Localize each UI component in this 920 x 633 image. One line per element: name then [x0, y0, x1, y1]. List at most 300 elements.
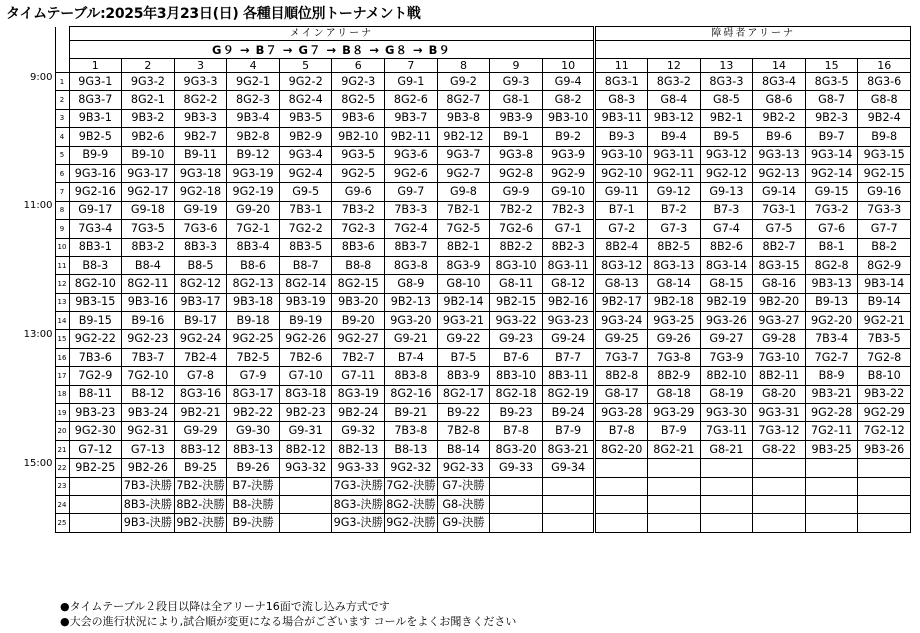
- match-cell: 8B3-2: [122, 238, 175, 256]
- match-cell: 9G3-6: [385, 146, 438, 164]
- match-cell: B8-7: [279, 256, 332, 274]
- court-number: 3: [174, 59, 227, 73]
- match-cell: 9G2-5: [332, 164, 385, 182]
- timetable-body: [12, 73, 911, 533]
- match-cell: 9G3-31: [753, 404, 806, 422]
- match-cell: 9B3-10: [542, 109, 595, 127]
- time-label: 13:00: [12, 330, 55, 348]
- table-row: [12, 238, 911, 256]
- match-cell: 7G2-4: [385, 220, 438, 238]
- match-cell: G8-16: [753, 275, 806, 293]
- match-cell: [279, 495, 332, 513]
- match-cell: 9G3-22: [490, 312, 543, 330]
- match-cell: 8B3-7: [385, 238, 438, 256]
- match-cell: 9G2-2: [279, 73, 332, 91]
- match-cell: 9G3-23: [542, 312, 595, 330]
- match-cell: 9G3-18: [174, 164, 227, 182]
- match-cell: [595, 495, 648, 513]
- match-cell: 9G2-4: [279, 164, 332, 182]
- match-cell: 8G2-17: [437, 385, 490, 403]
- match-cell: 8B2-決勝: [174, 495, 227, 513]
- match-cell: 8G3-14: [700, 256, 753, 274]
- match-cell: 8G2-19: [542, 385, 595, 403]
- match-cell: 8B3-4: [227, 238, 280, 256]
- slot-number: 6: [55, 164, 69, 182]
- match-cell: [648, 514, 701, 532]
- match-cell: 9B3-11: [595, 109, 648, 127]
- match-cell: 9B3-26: [858, 440, 911, 458]
- match-cell: 7B2-1: [437, 201, 490, 219]
- match-cell: 9G3-21: [437, 312, 490, 330]
- match-cell: 9G3-19: [227, 164, 280, 182]
- match-cell: 9B3-13: [805, 275, 858, 293]
- table-row: [12, 146, 911, 164]
- match-cell: 8B3-12: [174, 440, 227, 458]
- match-cell: 8G3-3: [700, 73, 753, 91]
- match-cell: [858, 459, 911, 477]
- match-cell: G8-5: [700, 91, 753, 109]
- match-cell: 7B2-4: [174, 348, 227, 366]
- match-cell: B8-9: [805, 367, 858, 385]
- slot-number: 22: [55, 459, 69, 477]
- match-cell: G9-7: [385, 183, 438, 201]
- match-cell: G9-8: [437, 183, 490, 201]
- match-cell: G7-8: [174, 367, 227, 385]
- match-cell: G8-12: [542, 275, 595, 293]
- court-number-row: [12, 59, 911, 73]
- match-cell: 9B3-23: [69, 404, 122, 422]
- match-cell: G9-19: [174, 201, 227, 219]
- match-cell: G8-20: [753, 385, 806, 403]
- match-cell: 8G3-4: [753, 73, 806, 91]
- match-cell: G8-3: [595, 91, 648, 109]
- slot-number: 15: [55, 330, 69, 348]
- match-cell: G9-30: [227, 422, 280, 440]
- match-cell: 9B3-1: [69, 109, 122, 127]
- match-cell: B7-2: [648, 201, 701, 219]
- slot-number: 25: [55, 514, 69, 532]
- match-cell: 9G3-27: [753, 312, 806, 330]
- table-row: [12, 73, 911, 91]
- table-row: [12, 312, 911, 330]
- match-cell: 9B3-5: [279, 109, 332, 127]
- match-cell: G8-8: [858, 91, 911, 109]
- time-label: [12, 404, 55, 422]
- match-cell: 9G2-27: [332, 330, 385, 348]
- match-cell: 8G3-2: [648, 73, 701, 91]
- match-cell: 7G3-11: [700, 422, 753, 440]
- match-cell: 9G3-9: [542, 146, 595, 164]
- match-cell: 7G3-7: [595, 348, 648, 366]
- match-cell: B9-25: [174, 459, 227, 477]
- table-row: [12, 495, 911, 513]
- time-label: [12, 495, 55, 513]
- court-number: 7: [385, 59, 438, 73]
- match-cell: 9G2-28: [805, 404, 858, 422]
- match-cell: G9-16: [858, 183, 911, 201]
- match-cell: 9B2-11: [385, 128, 438, 146]
- match-cell: 9G3-10: [595, 146, 648, 164]
- match-cell: G8-17: [595, 385, 648, 403]
- match-cell: 9B2-15: [490, 293, 543, 311]
- match-cell: 7G2-7: [805, 348, 858, 366]
- match-cell: 9G2-11: [648, 164, 701, 182]
- match-cell: [542, 514, 595, 532]
- match-cell: G8-7: [805, 91, 858, 109]
- match-cell: 8B3-11: [542, 367, 595, 385]
- match-cell: 9B2-13: [385, 293, 438, 311]
- match-cell: 7B3-5: [858, 330, 911, 348]
- match-cell: B9-18: [227, 312, 280, 330]
- match-cell: 7B3-7: [122, 348, 175, 366]
- match-cell: [858, 477, 911, 495]
- match-cell: B9-16: [122, 312, 175, 330]
- match-cell: G7-12: [69, 440, 122, 458]
- match-cell: 9G2-12: [700, 164, 753, 182]
- match-cell: G9-3: [490, 73, 543, 91]
- match-cell: 8B2-6: [700, 238, 753, 256]
- time-label: 15:00: [12, 459, 55, 477]
- match-cell: B7-8: [490, 422, 543, 440]
- slot-number: 21: [55, 440, 69, 458]
- match-cell: 8B2-11: [753, 367, 806, 385]
- slot-number: 18: [55, 385, 69, 403]
- match-cell: G9-1: [385, 73, 438, 91]
- match-cell: 8B2-10: [700, 367, 753, 385]
- table-row: [12, 220, 911, 238]
- match-cell: B8-13: [385, 440, 438, 458]
- slot-number: 3: [55, 109, 69, 127]
- match-cell: G7-1: [542, 220, 595, 238]
- match-cell: 7G2-11: [805, 422, 858, 440]
- match-cell: G7-11: [332, 367, 385, 385]
- match-cell: 9B3-9: [490, 109, 543, 127]
- time-label: [12, 146, 55, 164]
- slot-number: 8: [55, 201, 69, 219]
- match-cell: 7B3-決勝: [122, 477, 175, 495]
- match-cell: 7G2-8: [858, 348, 911, 366]
- match-cell: 9G2-18: [174, 183, 227, 201]
- match-cell: 7G2-決勝: [385, 477, 438, 495]
- match-cell: B8-10: [858, 367, 911, 385]
- match-cell: 7G2-12: [858, 422, 911, 440]
- match-cell: 8G2-7: [437, 91, 490, 109]
- slot-number: 13: [55, 293, 69, 311]
- match-cell: G9-33: [490, 459, 543, 477]
- match-cell: 9G3-33: [332, 459, 385, 477]
- match-cell: 7G3-9: [700, 348, 753, 366]
- match-cell: 9G3-1: [69, 73, 122, 91]
- match-cell: G9-11: [595, 183, 648, 201]
- time-label: [12, 312, 55, 330]
- match-cell: 9G2-15: [858, 164, 911, 182]
- slot-number: 5: [55, 146, 69, 164]
- match-cell: G9-27: [700, 330, 753, 348]
- match-cell: G7-9: [227, 367, 280, 385]
- match-cell: 7G2-9: [69, 367, 122, 385]
- match-cell: 7B2-8: [437, 422, 490, 440]
- match-cell: 9B3-7: [385, 109, 438, 127]
- match-cell: 9B3-20: [332, 293, 385, 311]
- match-cell: 8G3-12: [595, 256, 648, 274]
- time-label: [12, 183, 55, 201]
- match-cell: 7B2-決勝: [174, 477, 227, 495]
- match-cell: G8-21: [700, 440, 753, 458]
- match-cell: 8B2-4: [595, 238, 648, 256]
- match-cell: G9-28: [753, 330, 806, 348]
- match-cell: 7B3-6: [69, 348, 122, 366]
- match-cell: 9G2-19: [227, 183, 280, 201]
- match-cell: [595, 459, 648, 477]
- match-cell: 8G2-10: [69, 275, 122, 293]
- match-cell: 9B2-26: [122, 459, 175, 477]
- match-cell: 9G3-2: [122, 73, 175, 91]
- match-cell: B9-10: [122, 146, 175, 164]
- match-cell: G9-13: [700, 183, 753, 201]
- match-cell: 8G2-5: [332, 91, 385, 109]
- match-cell: 9G3-25: [648, 312, 701, 330]
- match-cell: G9-31: [279, 422, 332, 440]
- match-cell: 9B2-24: [332, 404, 385, 422]
- time-label: [12, 275, 55, 293]
- match-cell: B9-15: [69, 312, 122, 330]
- match-cell: 7G2-3: [332, 220, 385, 238]
- match-cell: 9B3-15: [69, 293, 122, 311]
- match-cell: B9-7: [805, 128, 858, 146]
- match-cell: 8G3-13: [648, 256, 701, 274]
- slot-number: 20: [55, 422, 69, 440]
- slot-number: 19: [55, 404, 69, 422]
- match-cell: 9B2-20: [753, 293, 806, 311]
- match-cell: 8B2-8: [595, 367, 648, 385]
- match-cell: G7-7: [858, 220, 911, 238]
- match-cell: G9-決勝: [437, 514, 490, 532]
- match-cell: B9-11: [174, 146, 227, 164]
- match-cell: G9-34: [542, 459, 595, 477]
- match-cell: B9-5: [700, 128, 753, 146]
- court-number: 8: [437, 59, 490, 73]
- match-cell: 9G2-26: [279, 330, 332, 348]
- match-cell: 8G2-2: [174, 91, 227, 109]
- match-cell: 7B3-8: [385, 422, 438, 440]
- match-cell: 7G3-3: [858, 201, 911, 219]
- match-cell: [700, 495, 753, 513]
- match-cell: 8B2-9: [648, 367, 701, 385]
- time-label: [12, 348, 55, 366]
- match-cell: 8G3-7: [69, 91, 122, 109]
- match-cell: [69, 495, 122, 513]
- match-cell: 8G3-21: [542, 440, 595, 458]
- match-cell: B9-6: [753, 128, 806, 146]
- match-cell: G9-15: [805, 183, 858, 201]
- match-cell: B9-決勝: [227, 514, 280, 532]
- match-cell: B8-決勝: [227, 495, 280, 513]
- match-cell: 8G3-5: [805, 73, 858, 91]
- match-cell: 8B3-3: [174, 238, 227, 256]
- match-cell: 9B3-21: [805, 385, 858, 403]
- match-cell: 9G2-31: [122, 422, 175, 440]
- match-cell: 7G3-2: [805, 201, 858, 219]
- match-cell: 8G3-11: [542, 256, 595, 274]
- match-cell: 9G2-30: [69, 422, 122, 440]
- match-cell: G9-4: [542, 73, 595, 91]
- match-cell: 9B2-12: [437, 128, 490, 146]
- match-cell: 9B3-17: [174, 293, 227, 311]
- match-cell: 8G2-14: [279, 275, 332, 293]
- match-cell: B7-7: [542, 348, 595, 366]
- time-label: 9:00: [12, 73, 55, 91]
- slot-number: 16: [55, 348, 69, 366]
- match-cell: 8G3-決勝: [332, 495, 385, 513]
- slot-number: 10: [55, 238, 69, 256]
- match-cell: 9G2-8: [490, 164, 543, 182]
- time-label: [12, 109, 55, 127]
- time-label: [12, 293, 55, 311]
- match-cell: 7B3-4: [805, 330, 858, 348]
- match-cell: B7-9: [542, 422, 595, 440]
- match-cell: 9G3-29: [648, 404, 701, 422]
- match-cell: 9B2-2: [753, 109, 806, 127]
- match-cell: 9G2-32: [385, 459, 438, 477]
- match-cell: 9G2-29: [858, 404, 911, 422]
- slot-number: 7: [55, 183, 69, 201]
- match-cell: G9-20: [227, 201, 280, 219]
- slot-number: 17: [55, 367, 69, 385]
- match-cell: 9G2-14: [805, 164, 858, 182]
- match-cell: B8-2: [858, 238, 911, 256]
- match-cell: G8-22: [753, 440, 806, 458]
- match-cell: [700, 514, 753, 532]
- match-cell: 8G3-9: [437, 256, 490, 274]
- match-cell: B7-4: [385, 348, 438, 366]
- match-cell: 9B2-10: [332, 128, 385, 146]
- match-cell: G8-18: [648, 385, 701, 403]
- match-cell: 9G2-22: [69, 330, 122, 348]
- match-cell: [490, 495, 543, 513]
- slot-number: 11: [55, 256, 69, 274]
- match-cell: [595, 514, 648, 532]
- match-cell: 8G3-19: [332, 385, 385, 403]
- match-cell: B7-5: [437, 348, 490, 366]
- match-cell: 8B2-12: [279, 440, 332, 458]
- table-row: [12, 348, 911, 366]
- table-row: [12, 367, 911, 385]
- match-cell: [279, 477, 332, 495]
- slot-number: 23: [55, 477, 69, 495]
- match-cell: B9-17: [174, 312, 227, 330]
- match-cell: 9G2-3: [332, 73, 385, 91]
- match-cell: G8-2: [542, 91, 595, 109]
- match-cell: 8G2-11: [122, 275, 175, 293]
- match-cell: 9G3-16: [69, 164, 122, 182]
- match-cell: B9-23: [490, 404, 543, 422]
- match-cell: 9B3-19: [279, 293, 332, 311]
- time-label: [12, 220, 55, 238]
- match-cell: 9G3-12: [700, 146, 753, 164]
- match-cell: 7G3-8: [648, 348, 701, 366]
- match-cell: G7-5: [753, 220, 806, 238]
- match-cell: [805, 514, 858, 532]
- court-number: 2: [122, 59, 175, 73]
- slot-number-header: [55, 27, 69, 73]
- match-cell: 9G3-14: [805, 146, 858, 164]
- match-cell: 8B2-2: [490, 238, 543, 256]
- match-cell: B9-14: [858, 293, 911, 311]
- match-cell: 9G2-23: [122, 330, 175, 348]
- table-row: [12, 422, 911, 440]
- match-cell: 9G3-20: [385, 312, 438, 330]
- match-cell: B7-決勝: [227, 477, 280, 495]
- match-cell: B8-14: [437, 440, 490, 458]
- match-cell: [648, 495, 701, 513]
- match-cell: [490, 514, 543, 532]
- match-cell: 8B3-6: [332, 238, 385, 256]
- match-cell: 8B3-13: [227, 440, 280, 458]
- match-cell: 8G3-8: [385, 256, 438, 274]
- match-cell: 7G2-10: [122, 367, 175, 385]
- match-cell: 9G3-3: [174, 73, 227, 91]
- match-cell: 8G3-18: [279, 385, 332, 403]
- match-cell: 9G3-4: [279, 146, 332, 164]
- match-cell: G9-24: [542, 330, 595, 348]
- court-number: 11: [595, 59, 648, 73]
- court-number: 13: [700, 59, 753, 73]
- table-row: [12, 440, 911, 458]
- match-cell: 8G2-20: [595, 440, 648, 458]
- match-cell: G9-25: [595, 330, 648, 348]
- time-label: [12, 367, 55, 385]
- match-cell: B9-3: [595, 128, 648, 146]
- match-cell: G7-10: [279, 367, 332, 385]
- time-label: [12, 477, 55, 495]
- table-row: [12, 459, 911, 477]
- table-row: [12, 183, 911, 201]
- match-cell: G8-14: [648, 275, 701, 293]
- match-cell: 8B3-9: [437, 367, 490, 385]
- match-cell: 9G2-16: [69, 183, 122, 201]
- time-label: [12, 422, 55, 440]
- match-cell: B9-4: [648, 128, 701, 146]
- match-cell: [805, 459, 858, 477]
- match-cell: G9-21: [385, 330, 438, 348]
- time-label: [12, 91, 55, 109]
- match-cell: 8G3-10: [490, 256, 543, 274]
- match-cell: 9B2-25: [69, 459, 122, 477]
- match-cell: [700, 477, 753, 495]
- match-cell: 9B2-19: [700, 293, 753, 311]
- match-cell: 9G2-21: [858, 312, 911, 330]
- match-cell: 8G2-1: [122, 91, 175, 109]
- match-cell: 9B3-8: [437, 109, 490, 127]
- match-cell: 7G2-5: [437, 220, 490, 238]
- match-cell: 7B3-3: [385, 201, 438, 219]
- match-cell: 9B3-18: [227, 293, 280, 311]
- match-cell: 9B2-22: [227, 404, 280, 422]
- match-cell: 9G3-26: [700, 312, 753, 330]
- table-row: [12, 293, 911, 311]
- match-cell: 8B3-5: [279, 238, 332, 256]
- match-cell: G7-3: [648, 220, 701, 238]
- slot-number: 9: [55, 220, 69, 238]
- match-cell: G9-9: [490, 183, 543, 201]
- time-label: [12, 128, 55, 146]
- match-cell: [69, 514, 122, 532]
- slot-number: 4: [55, 128, 69, 146]
- match-cell: B9-9: [69, 146, 122, 164]
- match-cell: [595, 477, 648, 495]
- match-cell: [648, 459, 701, 477]
- match-cell: 7B2-5: [227, 348, 280, 366]
